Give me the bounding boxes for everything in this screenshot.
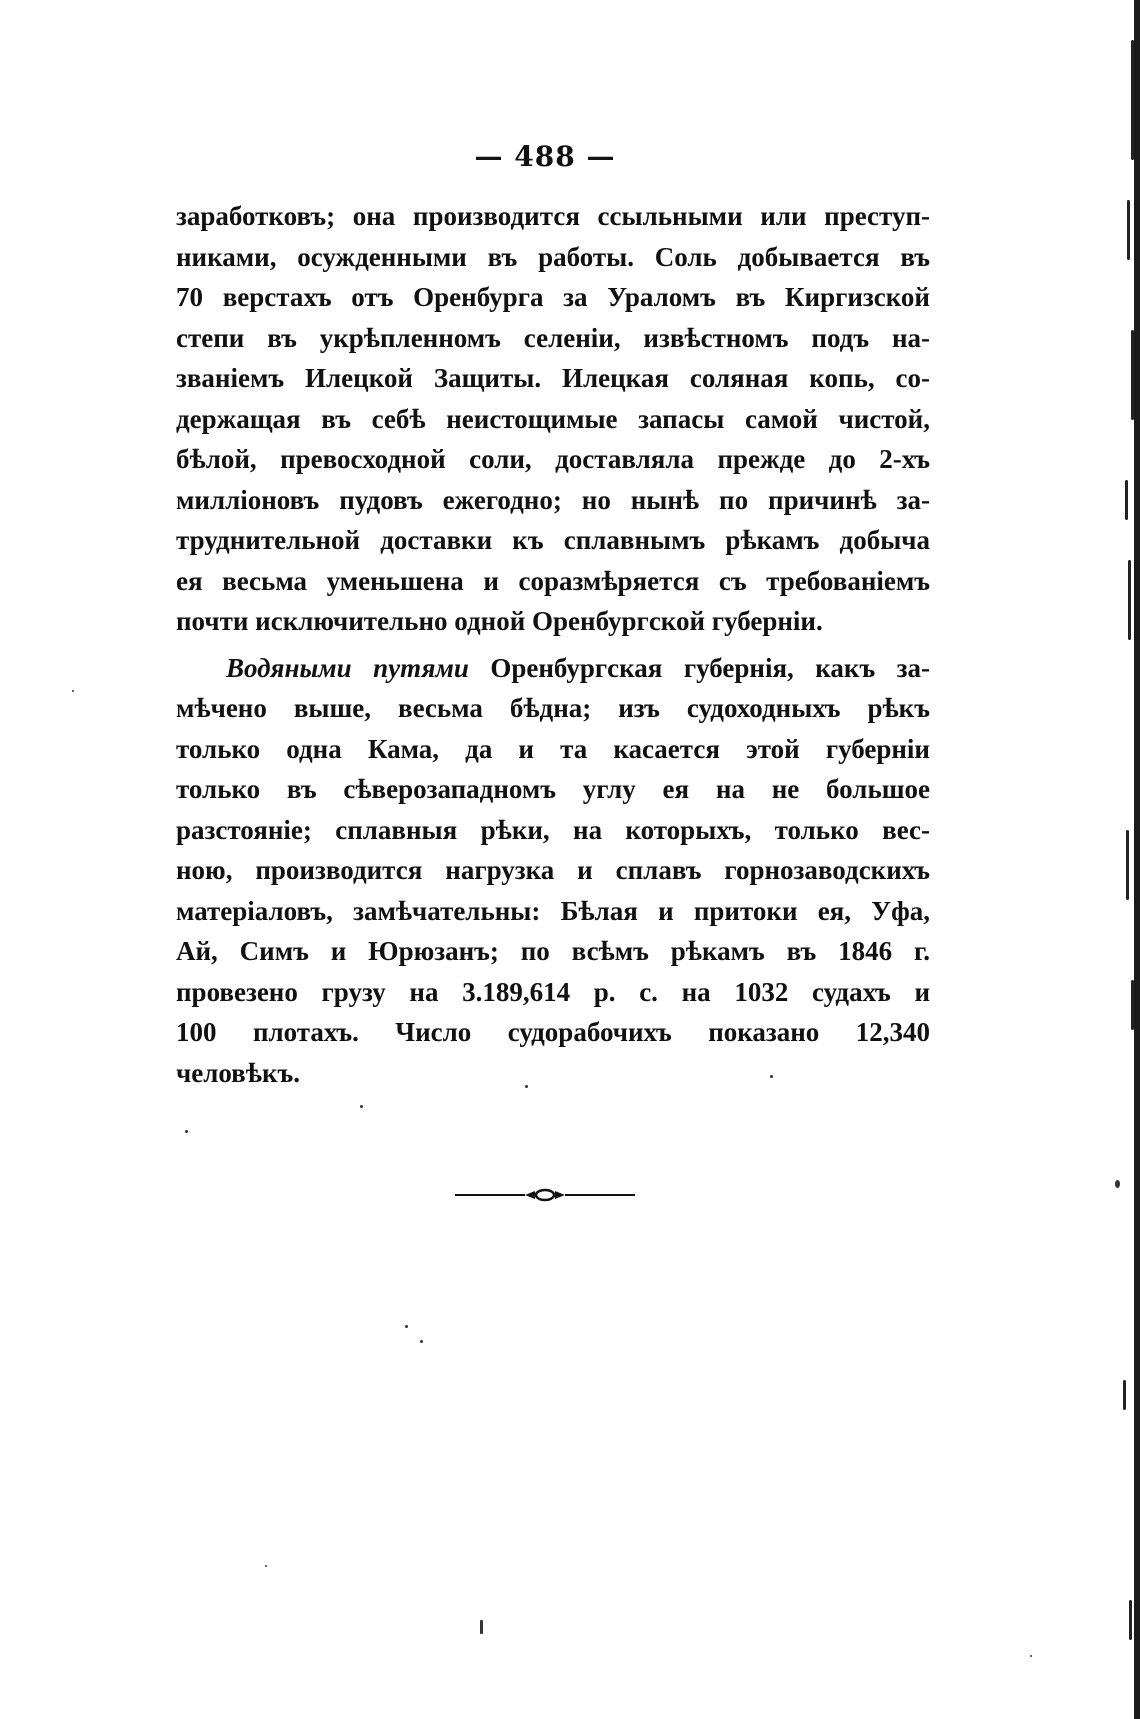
text-line: степи въ укрѣпленномъ селеніи, извѣстномъ подъ на- [176,322,930,353]
text-line: почти исключительно одной Оренбургской губерніи. [176,606,823,636]
scan-speck [1115,1180,1120,1188]
scan-speck [360,1105,363,1108]
text-line: только въ сѣверозападномъ углу ея на не большое [176,774,930,804]
text-line: ея весьма уменьшена и соразмѣряется съ требованіемъ [176,565,930,596]
text-line: званіемъ Илецкой Защиты. Илецкая соляная копь, со- [176,363,930,393]
text-line: мѣчено выше, весьма бѣдна; изъ судоходныхъ рѣкъ [176,693,930,723]
text-line: Ай, Симъ и Юрюзанъ; по всѣмъ рѣкамъ въ 1846 г. [176,936,930,966]
text-line: бѣлой, превосходной соли, доставляла прежде до 2-хъ [176,444,930,474]
text-line: заработковъ; она производится ссыльными или преступ- [176,201,930,231]
text-line: никами, осужденными въ работы. Соль добывается въ [176,241,930,272]
scan-speck [265,1565,267,1567]
text-line: только одна Кама, да и та касается этой губерніи [176,733,930,764]
text-line: провезено грузу на 3.189,614 р. с. на 1032 судахъ и [176,976,930,1007]
italic-lead: Водяными путями [226,652,469,683]
text-line: ною, производится нагрузка и сплавъ горнозаводскихъ [176,855,930,885]
scan-speck [525,1085,528,1088]
text-line: держащая въ себѣ неистощимые запасы самой чистой, [176,403,930,434]
text-line: разстояніе; сплавныя рѣки, на которыхъ, только вес- [176,814,930,845]
scan-speck [405,1325,408,1328]
text-line: 100 плотахъ. Число судорабочихъ показано 12,340 [176,1017,930,1047]
scan-speck [72,690,74,692]
text-line: матеріаловъ, замѣчательны: Бѣлая и притоки ея, Уфа, [176,895,930,926]
paragraph-2 [176,648,930,1094]
scan-speck [480,1620,483,1634]
first-line-rest: Оренбургская губернія, какъ за- [468,652,930,683]
text-line: человѣкъ. [176,1057,301,1088]
text-line-first [176,648,930,689]
page-edge-shadow [1134,0,1140,1719]
page-edge-marks [1112,0,1134,1719]
paragraph-1 [176,196,930,642]
body-text [176,196,930,1093]
page-number: — 488 — [474,140,616,173]
scan-speck [185,1130,188,1133]
text-line: 70 верстахъ отъ Оренбурга за Ураломъ въ Киргизской [176,282,930,312]
tailpiece-ornament-icon [455,1185,635,1205]
text-line: милліоновъ пудовъ ежегодно; но нынѣ по причинѣ за- [176,484,930,515]
text-line: труднительной доставки къ сплавнымъ рѣкамъ добыча [176,525,930,555]
scan-speck [420,1340,423,1343]
scan-speck [770,1075,773,1078]
scan-speck [1030,1655,1032,1657]
